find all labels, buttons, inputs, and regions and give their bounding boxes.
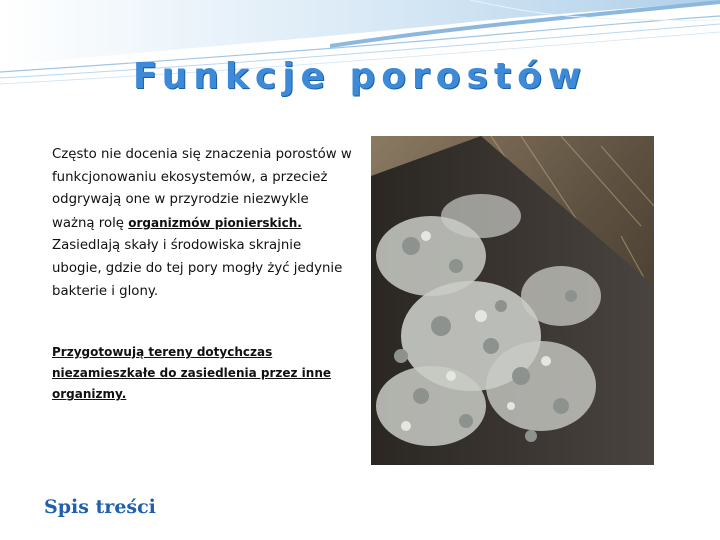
paragraph-tail: Zasiedlają skały i środowiska skrajnie ubogie, gdzie do tej pory mogły żyć jedynie bakterie i glony. xyxy=(52,238,343,299)
pioneer-organisms-link[interactable]: organizmów pionierskich. xyxy=(128,215,302,230)
callout-link-text[interactable]: Przygotowują tereny dotychczas niezamieszkałe do zasiedlenia przez inne organizmy. xyxy=(52,345,331,401)
paragraph-text: Często nie docenia się znaczenia porostów w funkcjonowaniu ekosystemów, a przecież odgrywają one w przyrodzie niezwykle ważną rolę xyxy=(52,147,352,231)
lichen-photo xyxy=(371,136,654,465)
body-paragraph xyxy=(52,144,352,303)
table-of-contents-link[interactable]: Spis treści xyxy=(44,496,156,518)
page-title: Funkcje porostów xyxy=(132,56,588,97)
